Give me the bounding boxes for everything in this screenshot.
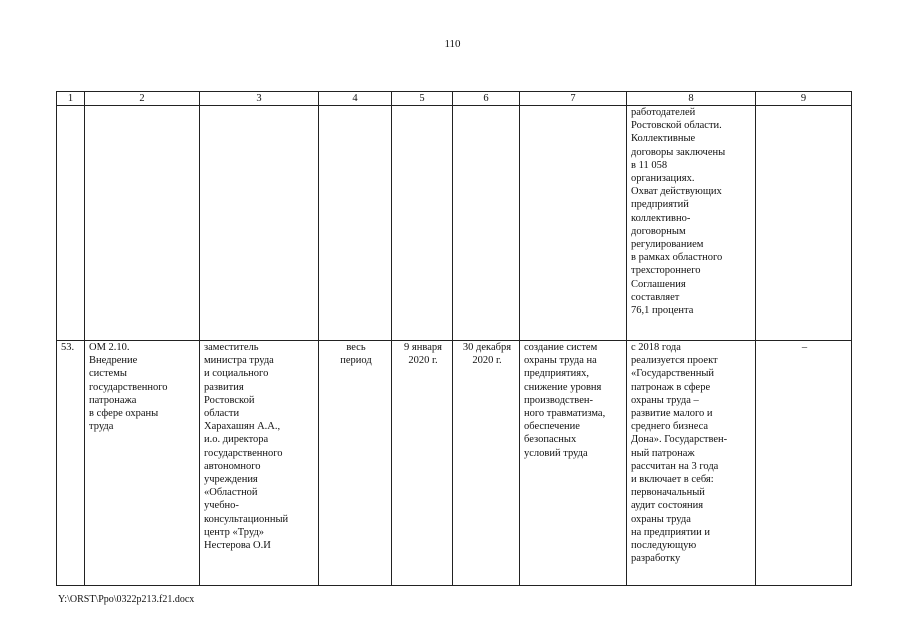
end-date-cell: 30 декабря 2020 г. xyxy=(453,341,520,586)
actual-result-cell: с 2018 года реализуется проект «Государственный патронаж в сфере охраны труда – развитие малого и среднего бизнеса Дона». Государствен- ный патронаж рассчитан на 3 года и включает в себя: первоначальный аудит состояния охраны труда на предприятии и последующую разработку xyxy=(627,341,756,586)
header-cell: 6 xyxy=(453,92,520,106)
empty-cell xyxy=(57,106,85,341)
header-cell: 4 xyxy=(319,92,392,106)
empty-cell xyxy=(520,106,627,341)
empty-cell xyxy=(756,106,852,341)
empty-cell xyxy=(319,106,392,341)
notes-cell: – xyxy=(756,341,852,586)
row-number-cell: 53. xyxy=(57,341,85,586)
period-cell: весь период xyxy=(319,341,392,586)
empty-cell xyxy=(85,106,200,341)
result-cell: работодателей Ростовской области. Коллективные договоры заключены в 11 058 организациях. Охват действующих предприятий коллективно- договорным регулированием в рамках областного трехстороннего Соглашения составляет 76,1 процента xyxy=(627,106,756,341)
header-cell: 3 xyxy=(200,92,319,106)
header-row xyxy=(57,92,852,106)
page-number: 110 xyxy=(444,38,461,50)
header-cell: 9 xyxy=(756,92,852,106)
header-cell: 5 xyxy=(392,92,453,106)
header-cell: 2 xyxy=(85,92,200,106)
responsible-cell: заместитель министра труда и социального развития Ростовской области Харахашян А.А., и.о. директора государственного автономного учреждения «Областной учебно- консультационный центр «Труд» Нестерова О.И xyxy=(200,341,319,586)
header-cell: 7 xyxy=(520,92,627,106)
expected-result-cell: создание систем охраны труда на предприятиях, снижение уровня производствен- ного травматизма, обеспечение безопасных условий труда xyxy=(520,341,627,586)
table-row-continued xyxy=(57,106,852,341)
measure-cell: ОМ 2.10. Внедрение системы государственного патронажа в сфере охраны труда xyxy=(85,341,200,586)
table-row-53 xyxy=(57,341,852,586)
empty-cell xyxy=(200,106,319,341)
empty-cell xyxy=(392,106,453,341)
start-date-cell: 9 января 2020 г. xyxy=(392,341,453,586)
header-cell: 8 xyxy=(627,92,756,106)
header-cell: 1 xyxy=(57,92,85,106)
data-table xyxy=(56,91,852,586)
footer-file-path: Y:\ORST\Ppo\0322p213.f21.docx xyxy=(58,594,195,605)
empty-cell xyxy=(453,106,520,341)
